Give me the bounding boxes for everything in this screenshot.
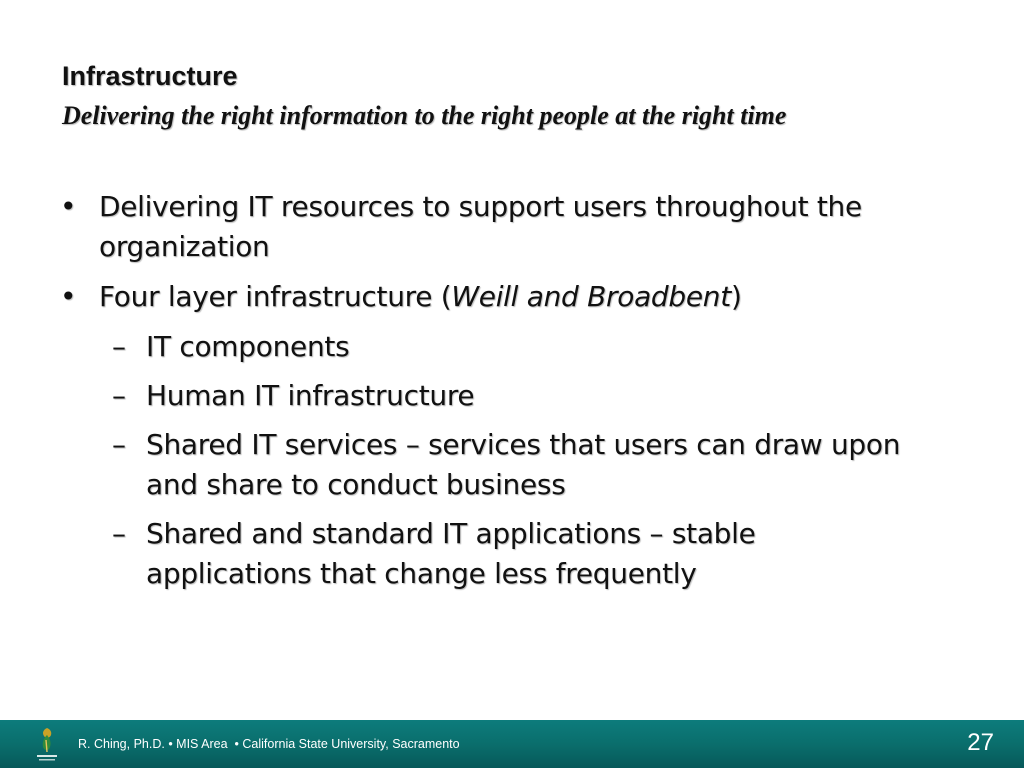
page-number: 27 [967, 729, 994, 756]
bullet-item [0, 187, 1024, 267]
footer-text: R. Ching, Ph.D. • MIS Area • California State University, Sacramento [78, 737, 460, 751]
subbullet-item [0, 425, 1024, 505]
subbullet-marker: – [112, 330, 126, 363]
slide-content [0, 187, 1024, 603]
bullet-text: Four layer infrastructure ( [99, 280, 452, 313]
bullet-marker: • [60, 280, 77, 313]
footer-bar [0, 720, 1024, 768]
bullet-item [0, 277, 1024, 317]
slide-subtitle: Delivering the right information to the right people at the right time [62, 101, 787, 130]
subbullet-item [0, 376, 1024, 416]
bullet-text: Delivering IT resources to support users throughout the organization [99, 190, 862, 263]
bullet-marker: • [60, 190, 77, 223]
subbullet-item [0, 327, 1024, 367]
subbullet-text: Human IT infrastructure [146, 379, 475, 412]
subbullet-marker: – [112, 428, 126, 461]
subbullet-text: Shared IT services – services that users can draw upon and share to conduct business [146, 428, 901, 501]
citation-text: Weill and Broadbent [451, 280, 731, 313]
bullet-text-end: ) [730, 280, 742, 313]
slide-title: Infrastructure [62, 61, 238, 91]
subbullet-item [0, 514, 1024, 594]
subbullet-marker: – [112, 517, 126, 550]
subbullet-marker: – [112, 379, 126, 412]
subbullet-text: IT components [146, 330, 350, 363]
sacramento-state-logo-icon [34, 726, 60, 764]
subbullet-text: Shared and standard IT applications – stable applications that change less frequently [146, 517, 756, 590]
